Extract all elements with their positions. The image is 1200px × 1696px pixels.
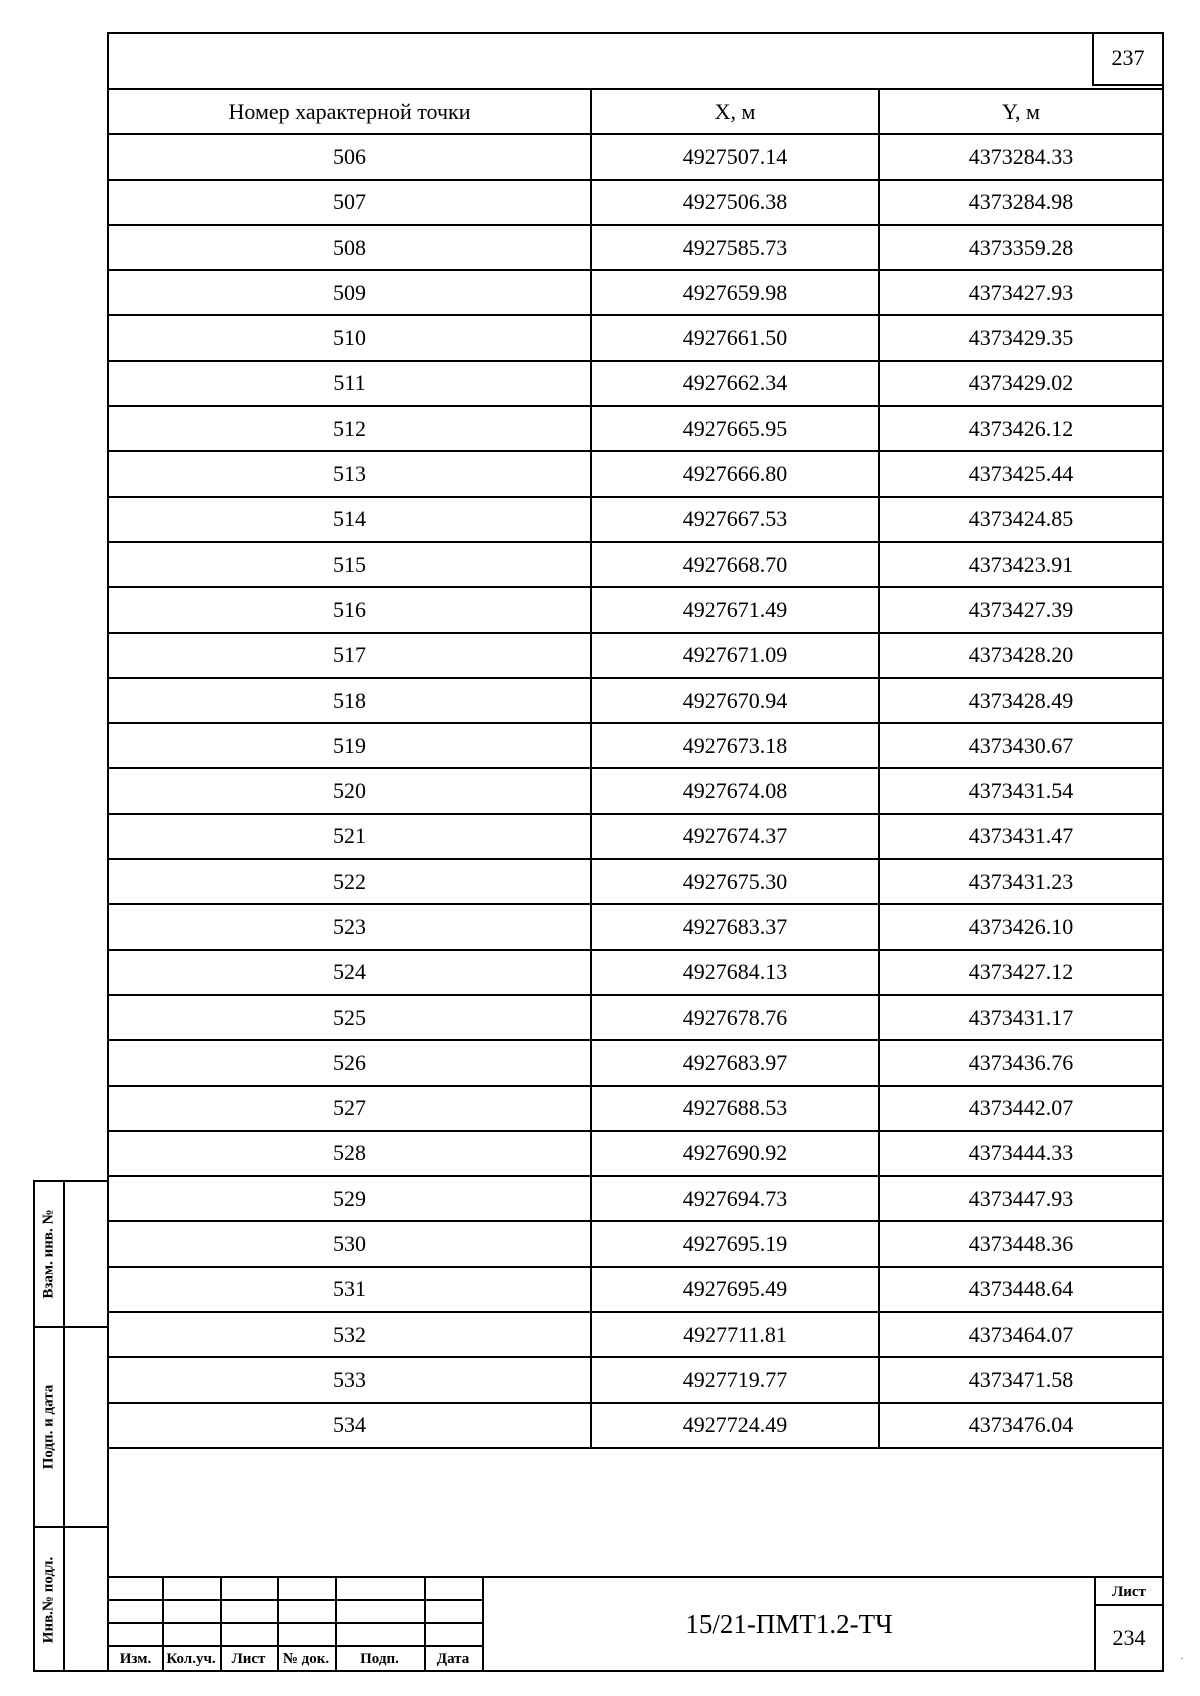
revision-row: [109, 1578, 482, 1601]
point-number-cell: 527: [109, 1086, 591, 1131]
side-label-sign-date: Подп. и дата: [40, 1384, 57, 1470]
x-cell: 4927684.13: [591, 950, 879, 995]
x-cell: 4927671.09: [591, 633, 879, 678]
point-number-cell: 520: [109, 768, 591, 813]
side-label-cell: [35, 1528, 65, 1672]
x-cell: 4927694.73: [591, 1176, 879, 1221]
point-number-cell: 534: [109, 1403, 591, 1448]
y-cell: 4373359.28: [879, 225, 1162, 270]
y-cell: 4373427.39: [879, 587, 1162, 632]
x-cell: 4927585.73: [591, 225, 879, 270]
table-row: [109, 1221, 1162, 1266]
y-cell: 4373284.33: [879, 134, 1162, 179]
table-row: [109, 904, 1162, 949]
point-number-cell: 522: [109, 859, 591, 904]
header-y: Y, м: [879, 89, 1162, 134]
point-number-cell: 513: [109, 451, 591, 496]
x-cell: 4927690.92: [591, 1131, 879, 1176]
page-number: 237: [1092, 34, 1162, 86]
side-label-cell: [35, 1328, 65, 1526]
sheet-number: 234: [1112, 1625, 1146, 1650]
point-number-cell: 517: [109, 633, 591, 678]
x-cell: 4927671.49: [591, 587, 879, 632]
table-row: [109, 1176, 1162, 1221]
point-number-cell: 518: [109, 678, 591, 723]
table-row: [109, 497, 1162, 542]
y-cell: 4373430.67: [879, 723, 1162, 768]
y-cell: 4373448.36: [879, 1221, 1162, 1266]
header-x: X, м: [591, 89, 879, 134]
table-row: [109, 678, 1162, 723]
revision-row: [109, 1601, 482, 1624]
x-cell: 4927659.98: [591, 270, 879, 315]
table-row: [109, 542, 1162, 587]
table-row: [109, 587, 1162, 632]
header-point-number: Номер характерной точки: [109, 89, 591, 134]
y-cell: 4373471.58: [879, 1357, 1162, 1402]
point-number-cell: 512: [109, 406, 591, 451]
table-row: [109, 950, 1162, 995]
col-doc-num: № док.: [282, 1651, 330, 1667]
table-row: [109, 1357, 1162, 1402]
x-cell: 4927506.38: [591, 180, 879, 225]
table-row: [109, 225, 1162, 270]
y-cell: 4373444.33: [879, 1131, 1162, 1176]
point-number-cell: 528: [109, 1131, 591, 1176]
x-cell: 4927674.08: [591, 768, 879, 813]
coordinates-table-wrap: [109, 88, 1162, 1449]
y-cell: 4373476.04: [879, 1403, 1162, 1448]
table-row: [109, 1131, 1162, 1176]
y-cell: 4373431.54: [879, 768, 1162, 813]
x-cell: 4927711.81: [591, 1312, 879, 1357]
x-cell: 4927678.76: [591, 995, 879, 1040]
y-cell: 4373442.07: [879, 1086, 1162, 1131]
point-number-cell: 516: [109, 587, 591, 632]
x-cell: 4927724.49: [591, 1403, 879, 1448]
table-row: [109, 315, 1162, 360]
point-number-cell: 519: [109, 723, 591, 768]
x-cell: 4927665.95: [591, 406, 879, 451]
x-cell: 4927695.49: [591, 1267, 879, 1312]
side-label-cell: [35, 1182, 65, 1326]
side-segment-replace-inv: [35, 1182, 107, 1328]
x-cell: 4927668.70: [591, 542, 879, 587]
col-izm: Изм.: [119, 1651, 152, 1667]
y-cell: 4373447.93: [879, 1176, 1162, 1221]
y-cell: 4373429.02: [879, 361, 1162, 406]
x-cell: 4927695.19: [591, 1221, 879, 1266]
side-stamp: [33, 1180, 107, 1672]
table-row: [109, 406, 1162, 451]
x-cell: 4927675.30: [591, 859, 879, 904]
y-cell: 4373284.98: [879, 180, 1162, 225]
point-number-cell: 515: [109, 542, 591, 587]
x-cell: 4927662.34: [591, 361, 879, 406]
table-row: [109, 134, 1162, 179]
y-cell: 4373425.44: [879, 451, 1162, 496]
point-number-cell: 514: [109, 497, 591, 542]
y-cell: 4373426.12: [879, 406, 1162, 451]
point-number-cell: 533: [109, 1357, 591, 1402]
point-number-cell: 509: [109, 270, 591, 315]
x-cell: 4927683.37: [591, 904, 879, 949]
x-cell: 4927719.77: [591, 1357, 879, 1402]
table-row: [109, 1040, 1162, 1085]
sheet-label: Лист: [1096, 1578, 1162, 1606]
x-cell: 4927688.53: [591, 1086, 879, 1131]
y-cell: 4373424.85: [879, 497, 1162, 542]
y-cell: 4373427.93: [879, 270, 1162, 315]
x-cell: 4927666.80: [591, 451, 879, 496]
y-cell: 4373428.20: [879, 633, 1162, 678]
document-code: 15/21-ПМТ1.2-ТЧ: [482, 1578, 1094, 1670]
sheet-box: [1094, 1578, 1162, 1670]
table-row: [109, 1403, 1162, 1448]
revision-row: [109, 1624, 482, 1647]
y-cell: 4373448.64: [879, 1267, 1162, 1312]
side-segment-inv-orig: [35, 1528, 107, 1672]
table-row: [109, 361, 1162, 406]
point-number-cell: 529: [109, 1176, 591, 1221]
point-number-cell: 531: [109, 1267, 591, 1312]
point-number-cell: 511: [109, 361, 591, 406]
table-row: [109, 1267, 1162, 1312]
x-cell: 4927667.53: [591, 497, 879, 542]
col-list: Лист: [231, 1651, 266, 1667]
point-number-cell: 532: [109, 1312, 591, 1357]
table-row: [109, 768, 1162, 813]
point-number-cell: 508: [109, 225, 591, 270]
title-block: [109, 1576, 1162, 1670]
document-frame: [107, 32, 1164, 1672]
y-cell: 4373431.47: [879, 814, 1162, 859]
col-data: Дата: [436, 1651, 470, 1667]
table-row: [109, 859, 1162, 904]
table-row: [109, 723, 1162, 768]
y-cell: 4373431.23: [879, 859, 1162, 904]
point-number-cell: 510: [109, 315, 591, 360]
table-header-row: [109, 89, 1162, 134]
col-kol-uch: Кол.уч.: [166, 1651, 216, 1667]
side-segment-sign-date: [35, 1328, 107, 1528]
x-cell: 4927673.18: [591, 723, 879, 768]
table-row: [109, 451, 1162, 496]
point-number-cell: 526: [109, 1040, 591, 1085]
x-cell: 4927674.37: [591, 814, 879, 859]
table-body: [109, 134, 1162, 1448]
point-number-cell: 524: [109, 950, 591, 995]
table-row: [109, 270, 1162, 315]
y-cell: 4373436.76: [879, 1040, 1162, 1085]
table-row: [109, 180, 1162, 225]
y-cell: 4373423.91: [879, 542, 1162, 587]
x-cell: 4927507.14: [591, 134, 879, 179]
point-number-cell: 507: [109, 180, 591, 225]
point-number-cell: 530: [109, 1221, 591, 1266]
coordinates-table: [109, 88, 1162, 1449]
point-number-cell: 521: [109, 814, 591, 859]
table-row: [109, 1312, 1162, 1357]
x-cell: 4927661.50: [591, 315, 879, 360]
x-cell: 4927683.97: [591, 1040, 879, 1085]
y-cell: 4373429.35: [879, 315, 1162, 360]
point-number-cell: 506: [109, 134, 591, 179]
point-number-cell: 525: [109, 995, 591, 1040]
table-row: [109, 1086, 1162, 1131]
y-cell: 4373426.10: [879, 904, 1162, 949]
table-row: [109, 633, 1162, 678]
y-cell: 4373464.07: [879, 1312, 1162, 1357]
revision-grid: [109, 1578, 482, 1670]
table-row: [109, 814, 1162, 859]
y-cell: 4373431.17: [879, 995, 1162, 1040]
x-cell: 4927670.94: [591, 678, 879, 723]
side-label-replace-inv: Взам. инв. №: [40, 1209, 57, 1299]
y-cell: 4373428.49: [879, 678, 1162, 723]
y-cell: 4373427.12: [879, 950, 1162, 995]
point-number-cell: 523: [109, 904, 591, 949]
table-row: [109, 995, 1162, 1040]
col-podp: Подп.: [360, 1651, 399, 1667]
side-label-inv-orig: Инв.№ подл.: [40, 1556, 57, 1644]
scan-mark: ·: [1180, 1651, 1184, 1665]
